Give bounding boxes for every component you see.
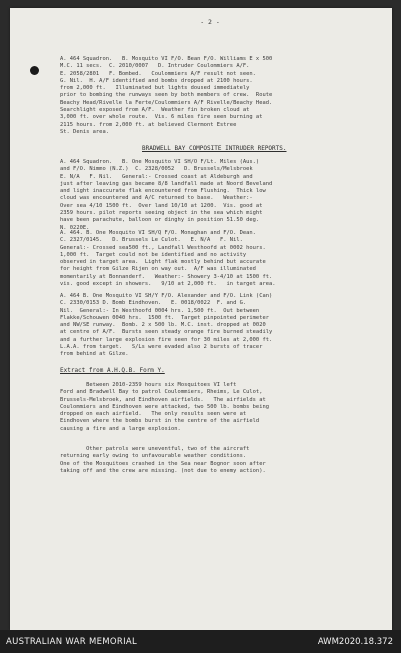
report-miles: A. 464 Squadron. B. One Mosquito VI SH/O F/Lt. Miles (Aus.) and F/O. Nimmo (N.Z.) C. 2328/0052 D. Brussels/Melsbroek E. N/A F. Nil. General:- Crossed coast at Aldeburgh and just after leaving gas became 8/8 landfall made at Noord Beveland and light inaccurate flak encountered from Flushing. Thick low cloud was encountered and A/C returned to base. Weather:- Over sea 4/10 1500 ft. Over land 10/10 at 1200. Vis. good at 2359 hours. pilot reports seeing object in the sea which might have been parachute, balloon or dinghy in position 51.50 deg. N. 0220E. [60,159,273,231]
section-heading-bradwell: BRADWELL BAY COMPOSITE INTRUDER REPORTS. [142,145,287,152]
opening-report: A. 464 Squadron. B. Mosquito VI F/O. Bean F/O. Williams E x 500 M.C. 11 secs. C. 2010/0007 D. Intruder Coulommiers A/F. E. 2058/2801 F. Bombed. Coulommiers A/F result not seen. G. Nil. H. A/F identified and bombs dropped at 2100 hours. from 2,000 ft. Illuminated but lights doused immediately prior to bombing the runways seen by both members of crew. Route Beachy Head/Rivelle la Ferte/Coulommiers A/F Rivelle/Beachy Head. Searchlight exposed from A/F. Weather fin broken cloud at 3,000 ft. over whole route. Vis. 6 miles fire seen burning at 2115 hours. from 2,000 ft. at believed Clermont Estree St. Denis area. [60,56,273,135]
page-number: - 2 - [200,18,220,26]
report-alexander: A. 464 B. One Mosquito VI SH/Y F/O. Alexander and F/O. Link (Can) C. 2330/0153 D. Bomb Eindhoven. E. 0018/0022 F. and G. Nil. General:- In Westhoofd 0004 hrs. 1,500 ft. Out between Flakke/Schouwen 0040 hrs. 1500 ft. Target pinpointed perimeter and NW/SE runway. Bomb. 2 x 500 lb. M.C. inst. dropped at 0020 at centre of A/F. Bursts seen steady orange fire burned steadily and a further large explosion fire seen for 30 miles at 2,000 ft. L.A.A. from target. S/Ls were evaded also 2 bursts of tracer from behind at Gilze. [60,293,273,358]
institution-label: AUSTRALIAN WAR MEMORIAL [6,637,138,647]
report-monaghan: A. 464. B. One Mosquito VI SH/Q F/O. Monaghan and F/O. Dean. C. 2327/0145. D. Brussels Le Culot. E. N/A F. Nil. General:- Crossed sea500 ft., Landfall Westhoofd at 0002 hours. 1,000 ft. Target could not be identified and no activity observed in target area. Light flak mostly behind but accurate for height from Gilze Rijen on way out. A/F was illuminated momentarily at Bonnanderf. Weather:- Showery 3-4/10 at 1500 ft. vis. good except in showers. 9/10 at 2,000 ft. in target area. [60,230,276,288]
extract-paragraph-2: Other patrols were uneventful, two of the aircraft returning early owing to unfavourable weather conditions. One of the Mosquitoes crashed in the Sea near Bognor soon after taking off and the crew are missing. (not due to enemy action). [60,446,266,474]
archive-footer-bar [0,630,401,653]
extract-paragraph-1: Between 2010-2359 hours six Mosquitoes VI left Ford and Bradwell Bay to patrol Coulommiers, Rheims, Le Culot, Brussels-Melsbroek, and Eindhoven airfields. The airfields at Coulommiers and Eindhoven were attacked, two 500 lb. bombs being dropped on each airfield. The only results seen were at Eindhoven where the bombs burst in the centre of the airfield causing a fire and a large explosion. [60,382,269,432]
punch-hole [30,66,39,75]
archive-reference: AWM2020.18.372 [317,637,393,647]
document-page [10,8,392,630]
section-heading-extract: Extract from A.H.Q.B. Form Y. [60,367,165,374]
